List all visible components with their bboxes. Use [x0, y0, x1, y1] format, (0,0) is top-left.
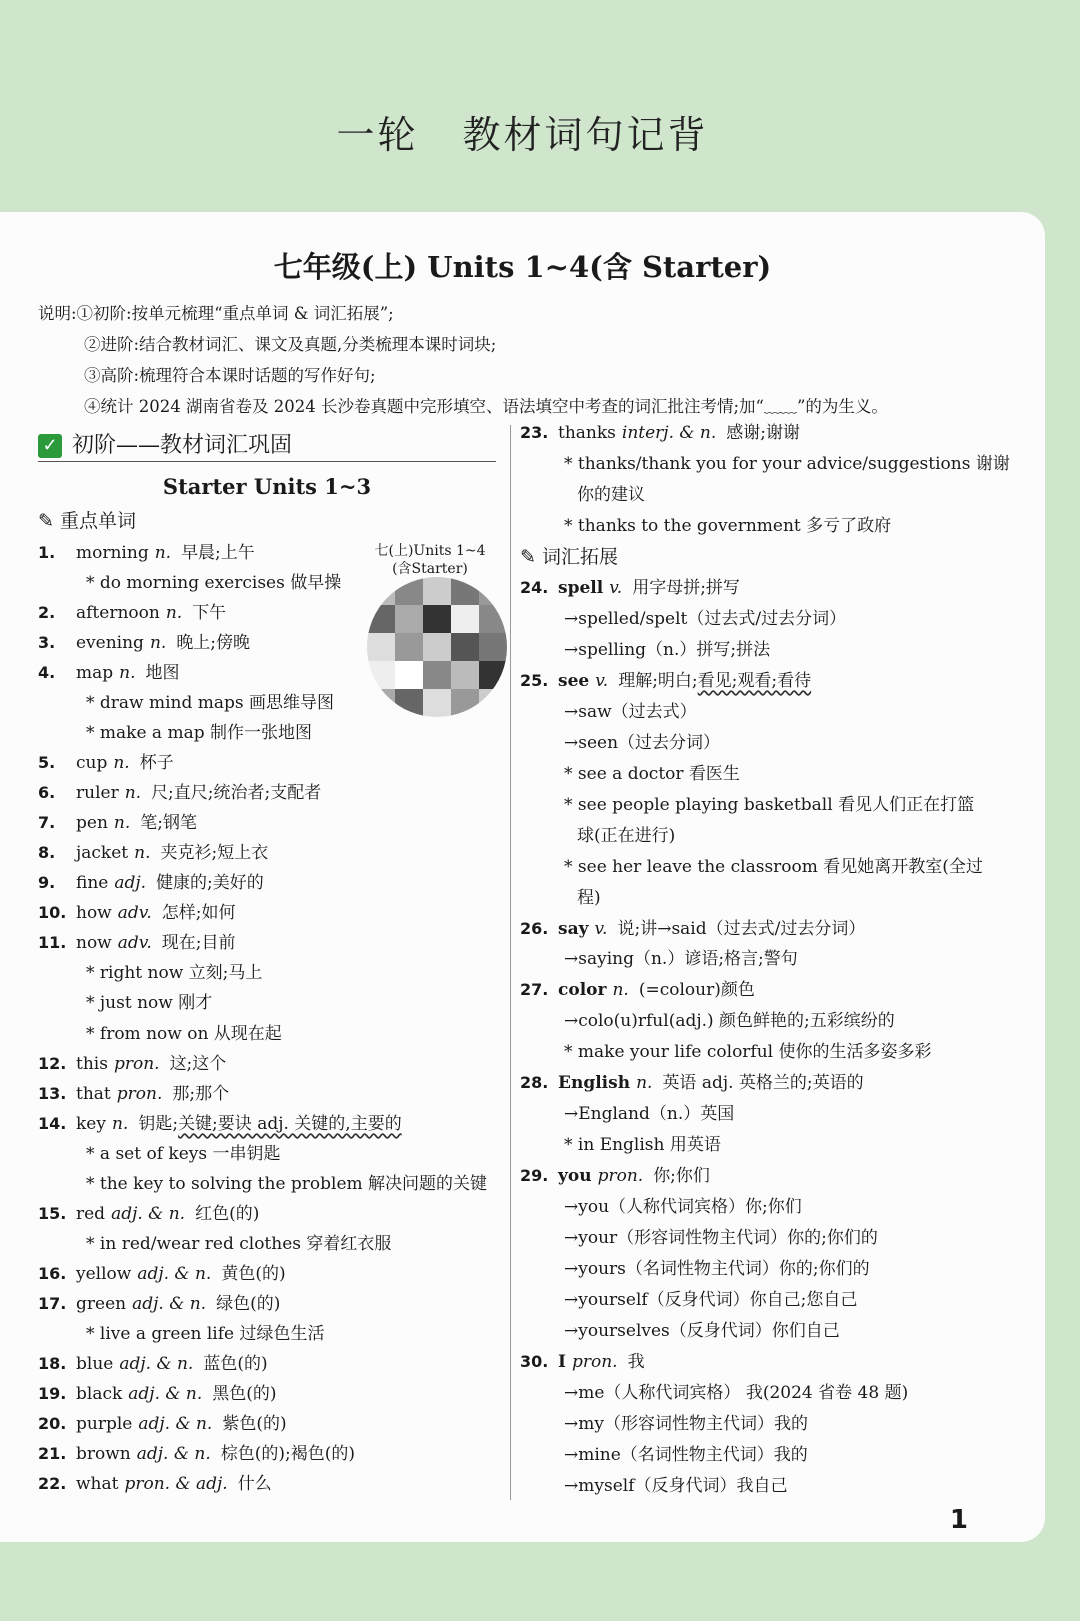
qr-label-line: 七(上)Units 1~4	[374, 543, 486, 559]
part-of-speech: v.	[595, 670, 609, 691]
entry-number: 28.	[520, 1073, 549, 1093]
part-of-speech: adj. & n.	[138, 1413, 213, 1434]
phrase-example: * do morning exercises 做早操	[86, 573, 342, 594]
heading-label: 词汇拓展	[541, 545, 618, 568]
entry-meaning: 黄色(的)	[221, 1263, 286, 1284]
qr-pixel	[451, 661, 479, 689]
entry-word: jacket	[76, 843, 129, 864]
check-icon: ✓	[38, 434, 62, 458]
rare-meaning: 看见;观看;看待	[697, 670, 812, 691]
entry-meaning: 夹克衫;短上衣	[160, 843, 269, 864]
entry-word: afternoon	[76, 603, 160, 624]
heading-label: 重点单词	[59, 510, 136, 532]
part-of-speech: n.	[111, 1113, 129, 1134]
entry-number: 10.	[38, 903, 67, 923]
entry-number: 21.	[38, 1443, 67, 1463]
entry-word: evening	[76, 633, 144, 654]
vocab-entry	[38, 778, 498, 808]
part-of-speech: n.	[113, 813, 131, 834]
entry-number: 12.	[38, 1053, 67, 1073]
derived-form: →your（形容词性物主代词）你的;你们的	[564, 1228, 878, 1249]
title-part: 一轮	[336, 113, 419, 157]
derived-form: →England（n.）英国	[564, 1104, 735, 1125]
entry-meaning: 尺;直尺;统治者;支配者	[151, 783, 322, 804]
qr-pixel	[395, 605, 423, 633]
derived-form: →myself（反身代词）我自己	[564, 1475, 788, 1496]
entry-number: 22.	[38, 1473, 67, 1493]
entry-meaning: 现在;目前	[161, 933, 236, 954]
vocab-entry	[520, 1068, 990, 1099]
entry-meaning: 蓝色(的)	[203, 1353, 268, 1374]
part-of-speech: n.	[113, 753, 130, 774]
vocab-entry	[38, 1079, 498, 1109]
entry-meaning: 那;那个	[172, 1083, 230, 1104]
part-of-speech: adj.	[114, 873, 147, 894]
vocab-entry	[38, 1439, 498, 1469]
entry-number: 7.	[38, 813, 56, 833]
phrase-example: * see her leave the classroom 看见她离开教室(全过	[564, 856, 983, 877]
entry-meaning: 英语 adj. 英格兰的;英语的	[662, 1073, 864, 1094]
key-words-heading	[38, 506, 136, 533]
vocab-entry	[38, 748, 498, 778]
phrase-example: * from now on 从现在起	[86, 1023, 282, 1044]
entry-word: purple	[76, 1413, 133, 1434]
entry-word: green	[76, 1293, 127, 1314]
part-of-speech: adj. & n.	[119, 1353, 194, 1374]
note: ④统计 2024 湖南省卷及 2024 长沙卷真题中完形填空、语法填空中考查的词汇批注考情;加“﹏﹏”的为生义。	[84, 397, 888, 416]
phrase-example: * see a doctor 看医生	[564, 763, 740, 784]
entry-word: brown	[76, 1443, 131, 1464]
phrase-example: * in red/wear red clothes 穿着红衣服	[86, 1233, 392, 1254]
entry-number: 1.	[38, 543, 56, 562]
entry-word: blue	[76, 1353, 114, 1374]
column-divider	[510, 425, 511, 1500]
part-of-speech: adj. & n.	[132, 1293, 207, 1314]
section-heading	[38, 428, 496, 462]
entry-meaning: 笔;钢笔	[140, 813, 197, 834]
derived-form: →spelled/spelt（过去式/过去分词）	[564, 608, 847, 629]
part-of-speech: n.	[119, 663, 136, 684]
entry-word: cup	[76, 753, 108, 774]
entry-number: 8.	[38, 843, 56, 863]
entry-number: 30.	[520, 1352, 549, 1372]
vocab-entry	[38, 1409, 498, 1439]
entry-meaning: 紫色(的)	[222, 1413, 287, 1434]
note: 说明:①初阶:按单元梳理“重点单词 & 词汇拓展”;	[38, 304, 394, 323]
entry-meaning: 我	[627, 1352, 645, 1373]
vocab-extension-heading	[520, 542, 990, 573]
vocab-entry	[520, 666, 990, 697]
entry-number: 16.	[38, 1263, 67, 1283]
entry-word: spell	[558, 577, 604, 598]
entry-number: 5.	[38, 753, 56, 773]
qr-pixel	[395, 661, 423, 689]
phrase-example: * draw mind maps 画思维导图	[86, 693, 335, 714]
part-of-speech: adj. & n.	[137, 1263, 212, 1284]
entry-meaning: 杯子	[139, 753, 174, 774]
qr-pixel	[395, 633, 423, 661]
vocab-entry	[520, 418, 990, 449]
entry-meaning: 感谢;谢谢	[726, 423, 800, 443]
unit-heading: Starter Units 1~3	[162, 474, 372, 499]
rare-meaning: 关键;要诀 adj. 关键的,主要的	[178, 1113, 402, 1134]
vocab-entry	[38, 1349, 498, 1379]
entry-word: black	[76, 1383, 123, 1404]
qr-pixel	[479, 633, 507, 661]
part-of-speech: n.	[612, 980, 629, 1001]
vocab-entry	[38, 838, 498, 868]
derived-form: →yourselves（反身代词）你们自己	[564, 1321, 840, 1342]
entry-word: say	[558, 918, 589, 939]
entry-number: 9.	[38, 873, 56, 893]
entry-number: 4.	[38, 663, 56, 683]
entry-meaning: 理解;明白;	[618, 670, 698, 691]
phrase-example: * a set of keys 一串钥匙	[86, 1143, 281, 1164]
entry-meaning: 用字母拼;拼写	[632, 577, 740, 598]
derived-form: →yours（名词性物主代词）你的;你们的	[564, 1259, 870, 1280]
vocab-entry	[520, 914, 990, 945]
derived-form: →saying（n.）谚语;格言;警句	[564, 949, 798, 970]
vocab-entry	[38, 808, 498, 838]
entry-word: thanks	[558, 423, 616, 443]
entry-meaning: 下午	[192, 603, 227, 624]
phrase-example: * in English 用英语	[564, 1135, 721, 1156]
vocab-entry	[520, 975, 990, 1006]
entry-word: color	[558, 980, 607, 1001]
vocab-entry	[38, 1049, 498, 1079]
vocab-entry	[38, 868, 498, 898]
vocab-entry	[38, 1379, 498, 1409]
entry-number: 2.	[38, 603, 56, 623]
entry-number: 24.	[520, 577, 549, 597]
vocab-entry	[38, 1109, 498, 1139]
entry-number: 17.	[38, 1293, 67, 1313]
qr-pixel	[451, 633, 479, 661]
entry-number: 29.	[520, 1166, 549, 1186]
part-of-speech: pron.	[571, 1352, 618, 1373]
vocab-entry	[38, 1259, 498, 1289]
derived-form: →mine（名词性物主代词）我的	[564, 1444, 808, 1465]
part-of-speech: n.	[149, 633, 167, 654]
part-of-speech: pron.	[116, 1083, 163, 1104]
entry-meaning: 棕色(的);褐色(的)	[220, 1443, 356, 1464]
entry-word: see	[558, 670, 590, 691]
qr-pixel	[451, 605, 479, 633]
phrase-example: * thanks/thank you for your advice/suggestions 谢谢	[564, 453, 1010, 474]
right-column	[520, 418, 1010, 1502]
entry-word: yellow	[76, 1263, 132, 1284]
entry-meaning: 钥匙;	[138, 1113, 179, 1134]
derived-form: →seen（过去分词）	[564, 732, 721, 753]
phrase-example: * make your life colorful 使你的生活多姿多彩	[564, 1042, 932, 1063]
entry-meaning: 红色(的)	[195, 1203, 260, 1224]
entry-meaning: 晚上;傍晚	[176, 633, 251, 654]
entry-meaning: 说;讲→said（过去式/过去分词）	[617, 918, 866, 939]
derived-form: →spelling（n.）拼写;拼法	[564, 639, 771, 660]
phrase-example: * thanks to the government 多亏了政府	[564, 515, 892, 536]
entry-number: 18.	[38, 1353, 67, 1373]
part-of-speech: n.	[636, 1073, 653, 1094]
qr-pixel	[423, 661, 451, 689]
entry-word: this	[76, 1053, 108, 1074]
entry-meaning: 你;你们	[653, 1166, 710, 1187]
derived-form: →yourself（反身代词）你自己;您自己	[564, 1290, 858, 1311]
continuation-line: 你的建议	[577, 484, 645, 505]
continuation-line: 程)	[577, 887, 601, 908]
vocab-entry	[38, 1199, 498, 1229]
entry-word: fine	[76, 873, 109, 894]
derived-form: →you（人称代词宾格）你;你们	[564, 1197, 802, 1218]
entry-word: you	[558, 1166, 592, 1187]
entry-word: morning	[76, 543, 149, 563]
entry-word: pen	[76, 813, 108, 834]
entry-word: map	[76, 663, 114, 684]
vocab-entry	[520, 1161, 990, 1192]
entry-number: 13.	[38, 1083, 67, 1103]
qr-label-line: (含Starter)	[392, 561, 468, 577]
phrase-example: * the key to solving the problem 解决问题的关键	[86, 1173, 488, 1194]
instructions	[38, 298, 888, 422]
phrase-example: * live a green life 过绿色生活	[86, 1323, 325, 1344]
phrase-example: * just now 刚才	[86, 993, 213, 1014]
phrase-example: * see people playing basketball 看见人们正在打篮	[564, 794, 975, 815]
entry-word: English	[558, 1073, 631, 1094]
derived-form: →me（人称代词宾格） 我(2024 省卷 48 题)	[564, 1383, 909, 1404]
derived-form: →my（形容词性物主代词）我的	[564, 1414, 808, 1434]
vocab-entry	[520, 1347, 990, 1378]
vocab-entry	[38, 928, 498, 958]
entry-word: what	[76, 1473, 119, 1494]
part-of-speech: adv.	[117, 903, 152, 924]
vocab-entry	[38, 1469, 498, 1499]
part-of-speech: n.	[124, 783, 142, 804]
phrase-example: * make a map 制作一张地图	[86, 723, 313, 744]
part-of-speech: pron.	[597, 1166, 644, 1187]
part-of-speech: interj. & n.	[621, 423, 717, 443]
page-title	[0, 104, 1045, 159]
part-of-speech: pron.	[113, 1053, 160, 1074]
qr-pixel	[423, 689, 451, 717]
unit-title: 七年级(上) Units 1~4(含 Starter)	[273, 250, 772, 284]
entry-number: 26.	[520, 918, 549, 938]
part-of-speech: adj. & n.	[111, 1203, 186, 1224]
entry-word: ruler	[76, 783, 119, 804]
title-part: 教材词句记背	[462, 113, 709, 157]
pen-icon: ✎	[38, 510, 54, 532]
part-of-speech: n.	[134, 843, 151, 864]
vocab-entry	[38, 898, 498, 928]
blurred-qr-code[interactable]	[367, 577, 507, 717]
entry-number: 14.	[38, 1113, 67, 1133]
qr-pixel	[367, 633, 395, 661]
pen-icon: ✎	[520, 545, 542, 568]
vocab-entry	[520, 573, 990, 604]
entry-number: 20.	[38, 1413, 67, 1433]
entry-number: 11.	[38, 933, 67, 953]
entry-meaning: 这;这个	[169, 1053, 227, 1074]
entry-number: 19.	[38, 1383, 67, 1403]
part-of-speech: n.	[154, 543, 172, 563]
continuation-line: 球(正在进行)	[577, 825, 676, 846]
part-of-speech: adj. & n.	[128, 1383, 203, 1404]
qr-pixel	[423, 633, 451, 661]
entry-word: that	[76, 1083, 111, 1104]
qr-label	[355, 542, 505, 578]
part-of-speech: adj. & n.	[136, 1443, 211, 1464]
note: ③高阶:梳理符合本课时话题的写作好句;	[84, 366, 376, 385]
qr-pixel	[423, 605, 451, 633]
entry-meaning: 地图	[145, 663, 180, 684]
part-of-speech: v.	[594, 918, 608, 939]
entry-number: 27.	[520, 980, 549, 1000]
entry-meaning: 早晨;上午	[181, 543, 255, 563]
derived-form: →colo(u)rful(adj.) 颜色鲜艳的;五彩缤纷的	[564, 1011, 895, 1032]
vocab-entry	[38, 1289, 498, 1319]
note: ②进阶:结合教材词汇、课文及真题,分类梳理本课时词块;	[84, 335, 497, 354]
entry-number: 6.	[38, 783, 56, 803]
entry-word: now	[76, 933, 112, 954]
phrase-example: * right now 立刻;马上	[86, 963, 263, 984]
part-of-speech: pron. & adj.	[124, 1473, 228, 1494]
entry-meaning: (=colour)颜色	[638, 980, 755, 1001]
page-number: 1	[949, 1505, 968, 1535]
entry-number: 25.	[520, 670, 549, 690]
section-title: 初阶——教材词汇巩固	[72, 433, 293, 458]
entry-meaning: 黑色(的)	[212, 1383, 277, 1404]
entry-meaning: 什么	[237, 1473, 272, 1494]
entry-word: how	[76, 903, 112, 924]
entry-meaning: 绿色(的)	[216, 1293, 281, 1314]
entry-number: 15.	[38, 1203, 67, 1223]
derived-form: →saw（过去式）	[564, 701, 697, 722]
entry-word: I	[558, 1352, 566, 1373]
entry-meaning: 怎样;如何	[161, 903, 236, 924]
entry-word: key	[76, 1113, 106, 1134]
entry-word: red	[76, 1203, 106, 1224]
part-of-speech: v.	[609, 577, 623, 598]
entry-number: 3.	[38, 633, 56, 653]
entry-number: 23.	[520, 423, 549, 442]
part-of-speech: n.	[165, 603, 183, 624]
part-of-speech: adv.	[117, 933, 152, 954]
entry-meaning: 健康的;美好的	[156, 873, 264, 894]
qr-pixel	[423, 577, 451, 605]
